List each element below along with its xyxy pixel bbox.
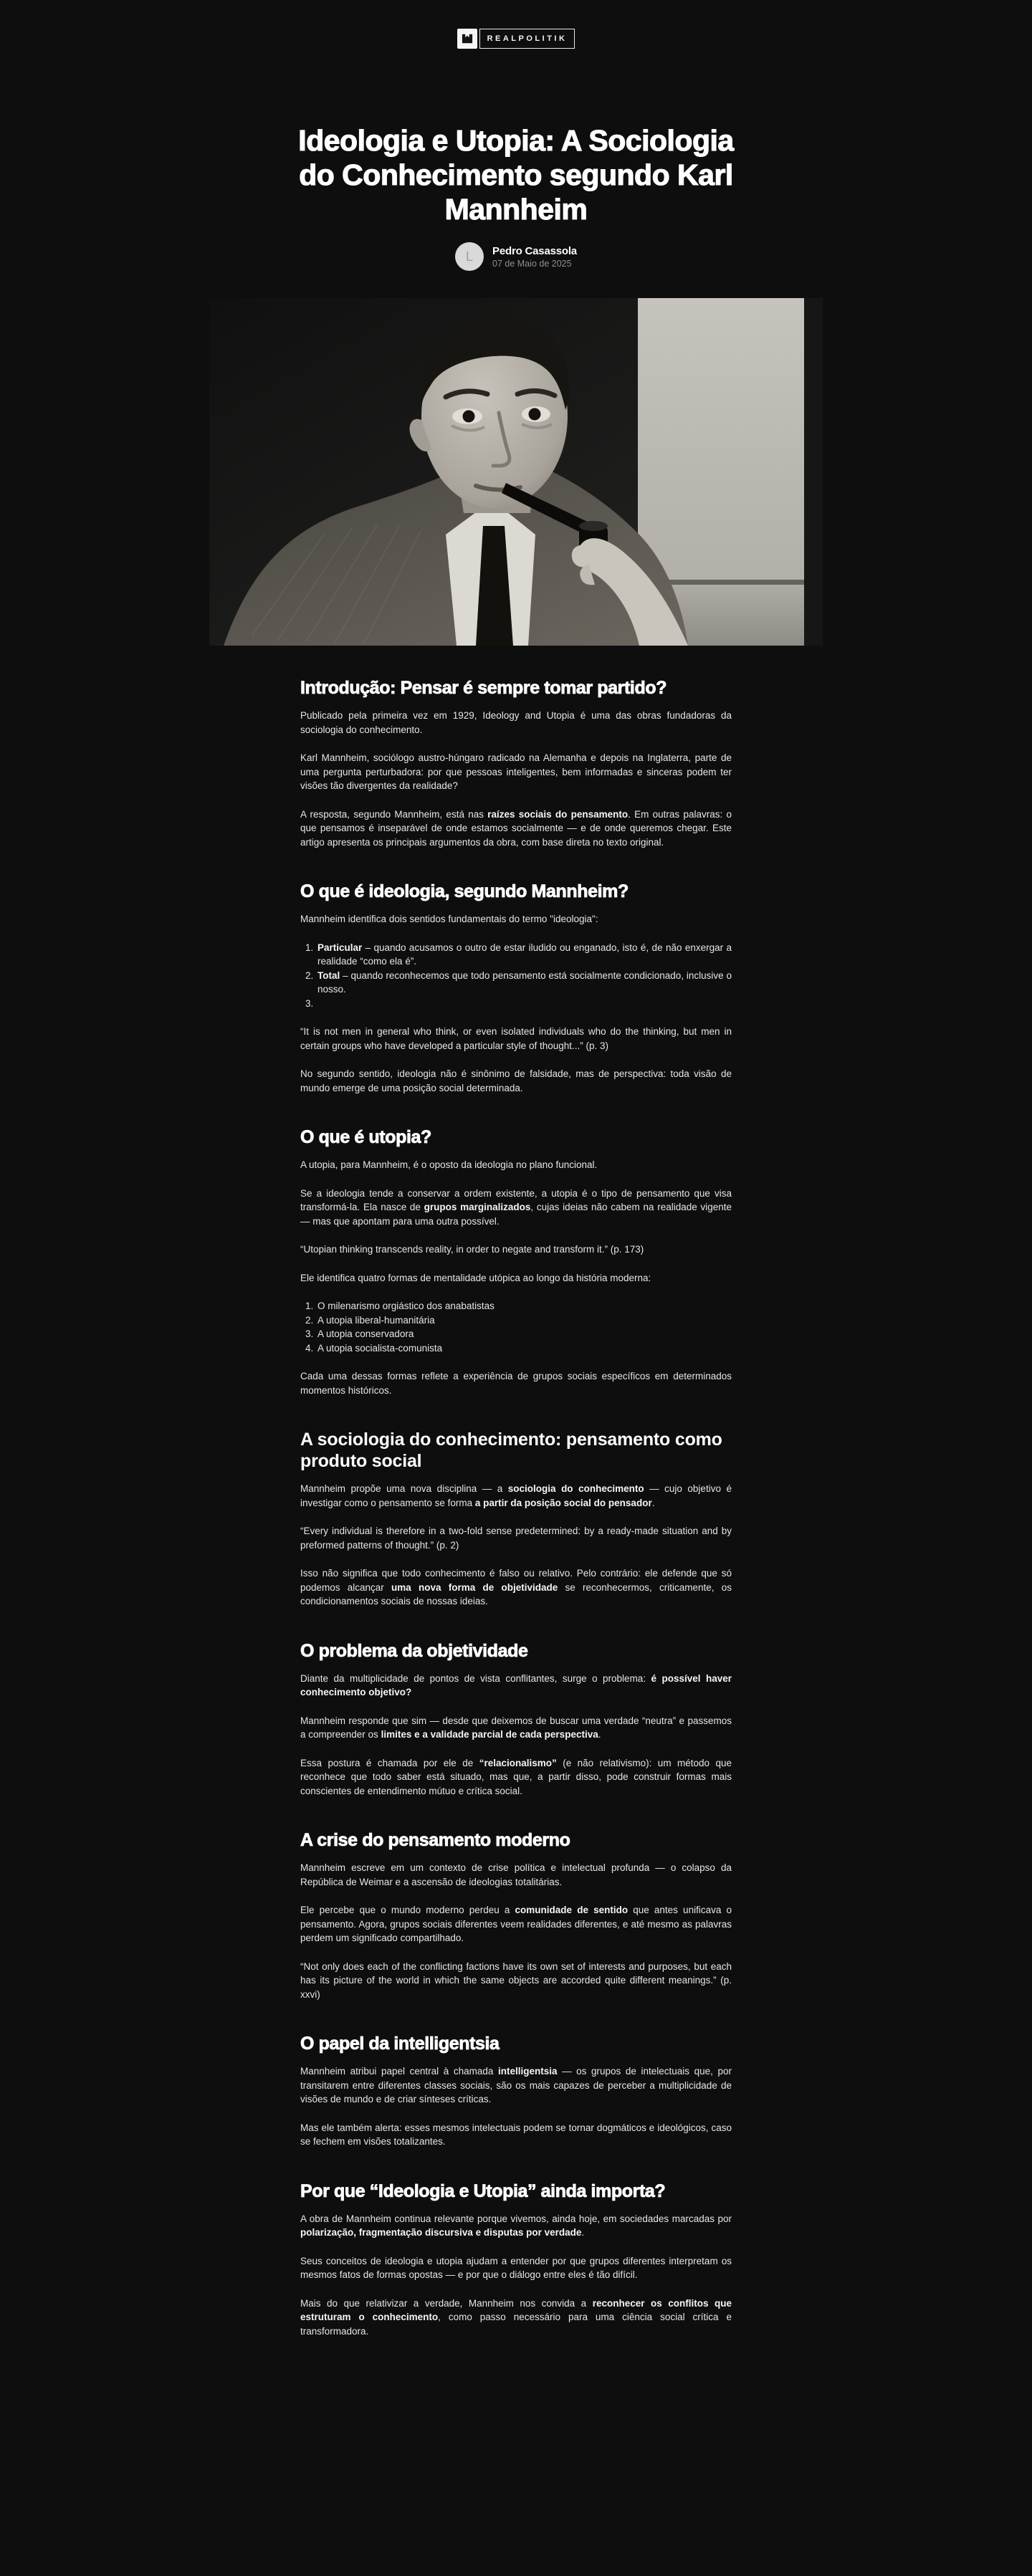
paragraph: Cada uma dessas formas reflete a experiência de grupos sociais específicos em determinados momentos históricos.: [300, 1371, 732, 1396]
author-row: [0, 242, 1032, 271]
author-name[interactable]: Pedro Casassola: [492, 244, 577, 257]
paragraph: Mannheim propõe uma nova disciplina — a sociologia do conhecimento — cujo objetivo é investigar como o pensamento se forma a partir da posição social do pensador.: [300, 1483, 732, 1508]
paragraph: “Not only does each of the conflicting factions have its own set of interests and purposes, but each has its picture of the world in which the same objects are accorded quite different meanings.” (p. xxvi): [300, 1960, 732, 2000]
avatar: L: [455, 242, 484, 271]
site-header: [0, 0, 1032, 49]
paragraph: A utopia, para Mannheim, é o oposto da ideologia no plano funcional.: [300, 1159, 598, 1170]
brand-wordmark-box: [479, 29, 575, 49]
brand-wordmark: REALPOLITIK: [487, 34, 568, 43]
emphasized-text: reconhecer os conflitos que estruturam o conhecimento: [300, 2297, 732, 2322]
emphasized-text: intelligentsia: [497, 2066, 558, 2077]
paragraph: Mannheim escreve em um contexto de crise política e intelectual profunda — o colapso da República de Weimar e a ascensão de ideologias totalitárias.: [300, 1862, 732, 1887]
emphasized-text: uma nova forma de objetividade: [391, 1581, 558, 1593]
emphasized-text: sociologia do conhecimento: [507, 1483, 644, 1494]
paragraph: “Utopian thinking transcends reality, in order to negate and transform it.” (p. 173): [300, 1244, 644, 1255]
paragraph: Diante da multiplicidade de pontos de vista conflitantes, surge o problema: é possível haver conhecimento objetivo?: [300, 1672, 732, 1698]
section-heading: Por que “Ideologia e Utopia” ainda importa?: [300, 2180, 666, 2201]
section-heading: O problema da objetividade: [300, 1640, 528, 1661]
emphasized-text: Particular: [317, 942, 363, 953]
section-heading: A crise do pensamento moderno: [300, 1830, 570, 1850]
emphasized-text: é possível haver conhecimento objetivo?: [300, 1672, 732, 1698]
paragraph: No segundo sentido, ideologia não é sinônimo de falsidade, mas de perspectiva: toda visão de mundo emerge de uma posição social determinada.: [300, 1068, 732, 1093]
section-heading: O que é utopia?: [300, 1127, 431, 1147]
emphasized-text: Total: [317, 969, 340, 981]
ordered-list: [300, 941, 732, 1011]
portrait-illustration: [209, 298, 823, 646]
emphasized-text: polarização, fragmentação discursiva e disputas por verdade: [300, 2227, 582, 2238]
paragraph: Mais do que relativizar a verdade, Mannheim nos convida a reconhecer os conflitos que estruturam o conhecimento, como passo necessário para uma ciência social crítica e transformadora.: [300, 2297, 732, 2337]
emphasized-text: comunidade de sentido: [515, 1905, 629, 1915]
paragraph: Publicado pela primeira vez em 1929, Ideology and Utopia é uma das obras fundadoras da sociologia do conhecimento.: [300, 710, 732, 735]
list-item: 3. A utopia conservadora: [316, 1327, 732, 1341]
paragraph: Mannheim responde que sim — desde que deixemos de buscar uma verdade “neutra” e passemos a compreender os limites e a validade parcial de cada perspectiva.: [300, 1715, 732, 1740]
hero-image: [209, 298, 823, 646]
emphasized-text: raízes sociais do pensamento: [487, 808, 629, 820]
article-body: [300, 677, 732, 2453]
paragraph: Seus conceitos de ideologia e utopia ajudam a entender por que grupos diferentes interpretam os mesmos fatos de formas opostas — e por que o diálogo entre eles é tão difícil.: [300, 2255, 732, 2280]
list-item: 1. O milenarismo orgiástico dos anabatistas: [316, 1299, 732, 1313]
paragraph: “Every individual is therefore in a two-fold sense predetermined: by a ready-made situation and by preformed patterns of thought.” (p. 2): [300, 1526, 732, 1551]
paragraph: Se a ideologia tende a conservar a ordem existente, a utopia é o tipo de pensamento que visa transformá-la. Ela nasce de grupos marginalizados, cujas ideias não cabem na realidade vigente — mas que apontam para uma outra possível.: [300, 1187, 732, 1227]
brand-logo[interactable]: [457, 29, 575, 49]
emphasized-text: limites e a validade parcial de cada perspectiva: [381, 1729, 598, 1740]
page-title: Ideologia e Utopia: A Sociologia do Conhecimento segundo Karl Mannheim: [298, 124, 734, 226]
paragraph: Ele identifica quatro formas de mentalidade utópica ao longo da história moderna:: [300, 1272, 651, 1283]
paragraph: A obra de Mannheim continua relevante porque vivemos, ainda hoje, em sociedades marcadas por polarização, fragmentação discursiva e disputas por verdade.: [300, 2213, 732, 2238]
emphasized-text: “relacionalismo”: [479, 1757, 557, 1768]
section-heading: O papel da intelligentsia: [300, 2034, 500, 2054]
paragraph: Isso não significa que todo conhecimento é falso ou relativo. Pelo contrário: ele defende que só podemos alcançar uma nova forma de objetividade se reconhecermos, criticamente, os condicionamentos sociais de nossas ideias.: [300, 1568, 732, 1607]
list-item: 1. Particular – quando acusamos o outro de estar iludido ou enganado, isto é, de não enxergar a realidade “como ela é”.: [316, 941, 732, 969]
emphasized-text: a partir da posição social do pensador: [474, 1497, 652, 1508]
list-item: 4. A utopia socialista-comunista: [316, 1341, 732, 1356]
emphasized-text: grupos marginalizados: [424, 1202, 531, 1212]
author-meta: [492, 245, 577, 269]
paragraph: Ele percebe que o mundo moderno perdeu a comunidade de sentido que antes unificava o pensamento. Agora, grupos sociais diferentes veem realidades diferentes, e até mesmo as palavras perdem um significado compartilhado.: [300, 1905, 732, 1943]
list-item: 2. A utopia liberal-humanitária: [316, 1313, 732, 1328]
paragraph: A resposta, segundo Mannheim, está nas raízes sociais do pensamento. Em outras palavras: o que pensamos é inseparável de onde estamos socialmente — e de onde queremos chegar. Este artigo apresenta os principais argumentos da obra, com base direta no texto original.: [300, 808, 732, 848]
paragraph: “It is not men in general who think, or even isolated individuals who do the thinking, but men in certain groups who have developed a particular style of thought...” (p. 3): [300, 1026, 732, 1051]
publish-date: 07 de Maio de 2025: [492, 258, 572, 269]
paragraph: Essa postura é chamada por ele de “relacionalismo” (e não relativismo): um método que reconhece que todo saber está situado, mas que, a partir disso, pode construir formas mais conscientes de entendimento mútuo e crítica social.: [300, 1757, 732, 1796]
crown-icon: [457, 29, 477, 49]
list-item: 2. Total – quando reconhecemos que todo pensamento está socialmente condicionado, inclusive o nosso.: [316, 969, 732, 997]
paragraph: Mannheim identifica dois sentidos fundamentais do termo "ideologia":: [300, 914, 598, 924]
section-heading: Introdução: Pensar é sempre tomar partido?: [300, 678, 667, 698]
section-heading: A sociologia do conhecimento: pensamento como produto social: [300, 1430, 722, 1471]
list-item: [316, 997, 732, 1011]
paragraph: Mannheim atribui papel central à chamada intelligentsia — os grupos de intelectuais que, por transitarem entre diferentes classes sociais, são os mais capazes de perceber a multiplicidade de visões de mundo e de criar sínteses críticas.: [300, 2066, 732, 2105]
paragraph: Mas ele também alerta: esses mesmos intelectuais podem se tornar dogmáticos e ideológicos, caso se fechem em visões totalizantes.: [300, 2122, 732, 2147]
paragraph: Karl Mannheim, sociólogo austro-húngaro radicado na Alemanha e depois na Inglaterra, parte de uma pergunta perturbadora: por que pessoas inteligentes, bem informadas e sinceras podem ter visões tão divergentes da realidade?: [300, 752, 732, 791]
ordered-list: [300, 1299, 732, 1355]
section-heading: O que é ideologia, segundo Mannheim?: [300, 881, 629, 901]
